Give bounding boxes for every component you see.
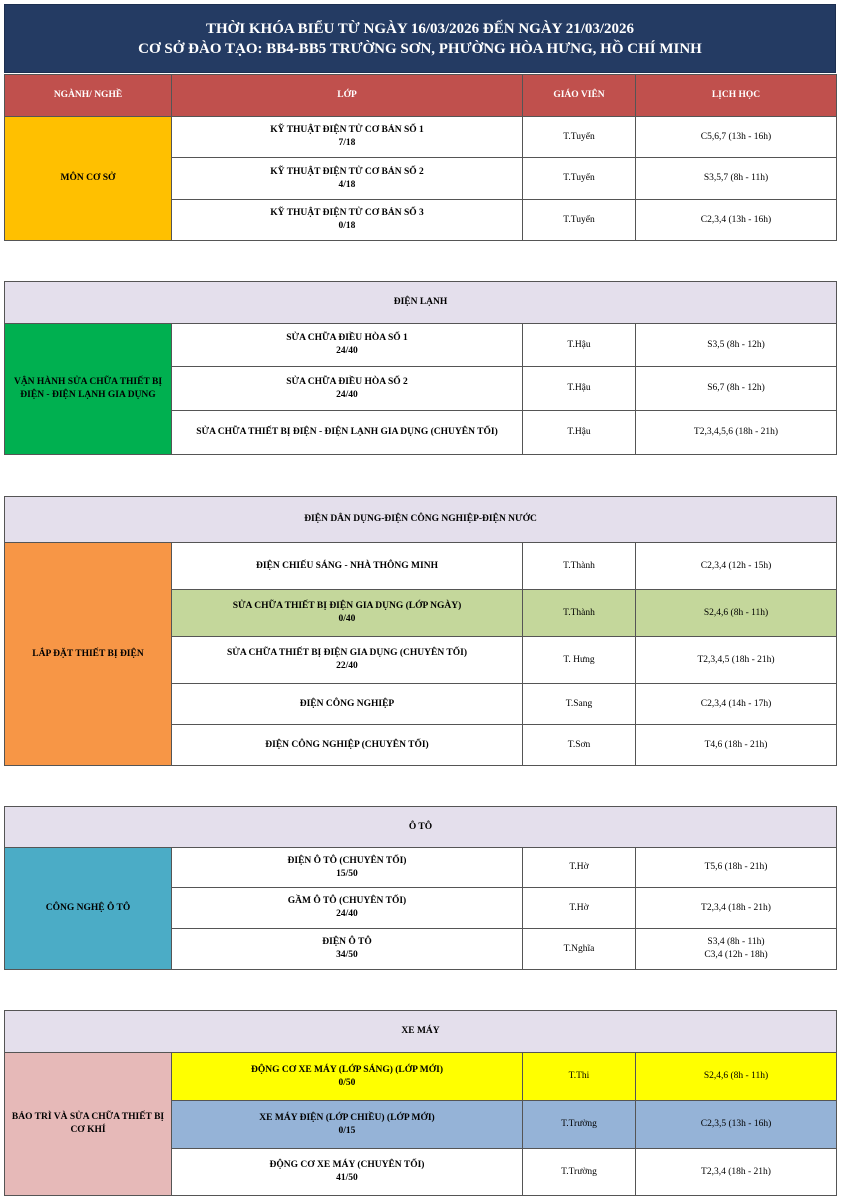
schedule-cell: C2,3,5 (13h - 16h) <box>636 1101 837 1149</box>
schedule-cell: S3,4 (8h - 11h) C3,4 (12h - 18h) <box>636 929 837 970</box>
teacher-cell: T.Hờ <box>523 888 636 929</box>
schedule-cell: T2,3,4,5,6 (18h - 21h) <box>636 411 837 455</box>
class-cell: GẦM Ô TÔ (CHUYÊN TỐI) 24/40 <box>172 888 523 929</box>
schedule-cell: C5,6,7 (13h - 16h) <box>636 117 837 158</box>
schedule-cell: T4,6 (18h - 21h) <box>636 725 837 766</box>
table-row <box>5 117 837 158</box>
class-cell: ĐỘNG CƠ XE MÁY (LỚP SÁNG) (LỚP MỚI) 0/50 <box>172 1053 523 1101</box>
title-line-2: CƠ SỞ ĐÀO TẠO: BB4-BB5 TRƯỜNG SƠN, PHƯỜNG HÒA HƯNG, HỒ CHÍ MINH <box>138 41 702 57</box>
page-title <box>4 4 836 73</box>
section-header <box>5 807 837 848</box>
section-header <box>5 497 837 543</box>
section-electrical <box>4 496 836 766</box>
major-cell: CÔNG NGHỆ Ô TÔ <box>5 848 172 970</box>
section-header <box>5 1011 837 1053</box>
class-cell: ĐỘNG CƠ XE MÁY (CHUYÊN TỐI) 41/50 <box>172 1149 523 1196</box>
major-cell: MÔN CƠ SỞ <box>5 117 172 241</box>
teacher-cell: T.Tuyến <box>523 158 636 200</box>
class-cell: SỬA CHỮA THIẾT BỊ ĐIỆN - ĐIỆN LẠNH GIA DỤNG (CHUYÊN TỐI) <box>172 411 523 455</box>
table-row <box>5 324 837 367</box>
class-cell: SỬA CHỮA ĐIỀU HÒA SỐ 2 24/40 <box>172 367 523 411</box>
header-major: NGÀNH/ NGHỀ <box>5 75 172 117</box>
class-cell: KỸ THUẬT ĐIỆN TỬ CƠ BẢN SỐ 3 0/18 <box>172 200 523 241</box>
class-cell: ĐIỆN Ô TÔ 34/50 <box>172 929 523 970</box>
class-cell: KỸ THUẬT ĐIỆN TỬ CƠ BẢN SỐ 2 4/18 <box>172 158 523 200</box>
teacher-cell: T.Nghĩa <box>523 929 636 970</box>
table-row <box>5 848 837 888</box>
teacher-cell: T.Tuyến <box>523 117 636 158</box>
section-refrigeration <box>4 281 836 455</box>
teacher-cell: T.Tuyến <box>523 200 636 241</box>
section-motorbike <box>4 1010 836 1196</box>
section-title: Ô TÔ <box>5 807 837 848</box>
major-cell: VẬN HÀNH SỬA CHỮA THIẾT BỊ ĐIỆN - ĐIỆN LẠNH GIA DỤNG <box>5 324 172 455</box>
major-cell: LẮP ĐẶT THIẾT BỊ ĐIỆN <box>5 543 172 766</box>
class-cell: ĐIỆN Ô TÔ (CHUYÊN TỐI) 15/50 <box>172 848 523 888</box>
teacher-cell: T.Hậu <box>523 324 636 367</box>
title-line-1: THỜI KHÓA BIỂU TỪ NGÀY 16/03/2026 ĐẾN NGÀY 21/03/2026 <box>205 21 635 37</box>
class-cell: ĐIỆN CÔNG NGHIỆP (CHUYÊN TỐI) <box>172 725 523 766</box>
schedule-cell: T2,3,4,5 (18h - 21h) <box>636 637 837 684</box>
class-cell: XE MÁY ĐIỆN (LỚP CHIỀU) (LỚP MỚI) 0/15 <box>172 1101 523 1149</box>
schedule-cell: S3,5,7 (8h - 11h) <box>636 158 837 200</box>
section-automotive <box>4 806 836 970</box>
header-row <box>5 75 837 117</box>
teacher-cell: T.Hậu <box>523 367 636 411</box>
teacher-cell: T. Hưng <box>523 637 636 684</box>
schedule-cell: S2,4,6 (8h - 11h) <box>636 1053 837 1101</box>
header-schedule: LỊCH HỌC <box>636 75 837 117</box>
class-cell: ĐIỆN CHIẾU SÁNG - NHÀ THÔNG MINH <box>172 543 523 590</box>
schedule-cell: T5,6 (18h - 21h) <box>636 848 837 888</box>
teacher-cell: T.Thành <box>523 543 636 590</box>
section-title: ĐIỆN LẠNH <box>5 282 837 324</box>
schedule-cell: C2,3,4 (12h - 15h) <box>636 543 837 590</box>
teacher-cell: T.Sơn <box>523 725 636 766</box>
schedule-cell: T2,3,4 (18h - 21h) <box>636 888 837 929</box>
table-row <box>5 543 837 590</box>
section-title: ĐIỆN DÂN DỤNG-ĐIỆN CÔNG NGHIỆP-ĐIỆN NƯỚC <box>5 497 837 543</box>
section-header <box>5 282 837 324</box>
table-row <box>5 1053 837 1101</box>
teacher-cell: T.Trường <box>523 1101 636 1149</box>
teacher-cell: T.Thành <box>523 590 636 637</box>
section-title: XE MÁY <box>5 1011 837 1053</box>
schedule-cell: C2,3,4 (14h - 17h) <box>636 684 837 725</box>
schedule-cell: S2,4,6 (8h - 11h) <box>636 590 837 637</box>
teacher-cell: T.Hậu <box>523 411 636 455</box>
header-teacher: GIÁO VIÊN <box>523 75 636 117</box>
schedule-cell: S3,5 (8h - 12h) <box>636 324 837 367</box>
header-class: LỚP <box>172 75 523 117</box>
teacher-cell: T.Hờ <box>523 848 636 888</box>
section-basic <box>4 74 836 241</box>
class-cell: SỬA CHỮA THIẾT BỊ ĐIỆN GIA DỤNG (LỚP NGÀY) 0/40 <box>172 590 523 637</box>
class-cell: KỸ THUẬT ĐIỆN TỬ CƠ BẢN SỐ 1 7/18 <box>172 117 523 158</box>
schedule-cell: T2,3,4 (18h - 21h) <box>636 1149 837 1196</box>
major-cell: BẢO TRÌ VÀ SỬA CHỮA THIẾT BỊ CƠ KHÍ <box>5 1053 172 1196</box>
schedule-cell: S6,7 (8h - 12h) <box>636 367 837 411</box>
class-cell: ĐIỆN CÔNG NGHIỆP <box>172 684 523 725</box>
teacher-cell: T.Thi <box>523 1053 636 1101</box>
teacher-cell: T.Trường <box>523 1149 636 1196</box>
class-cell: SỬA CHỮA THIẾT BỊ ĐIỆN GIA DỤNG (CHUYÊN TỐI) 22/40 <box>172 637 523 684</box>
class-cell: SỬA CHỮA ĐIỀU HÒA SỐ 1 24/40 <box>172 324 523 367</box>
teacher-cell: T.Sang <box>523 684 636 725</box>
schedule-cell: C2,3,4 (13h - 16h) <box>636 200 837 241</box>
